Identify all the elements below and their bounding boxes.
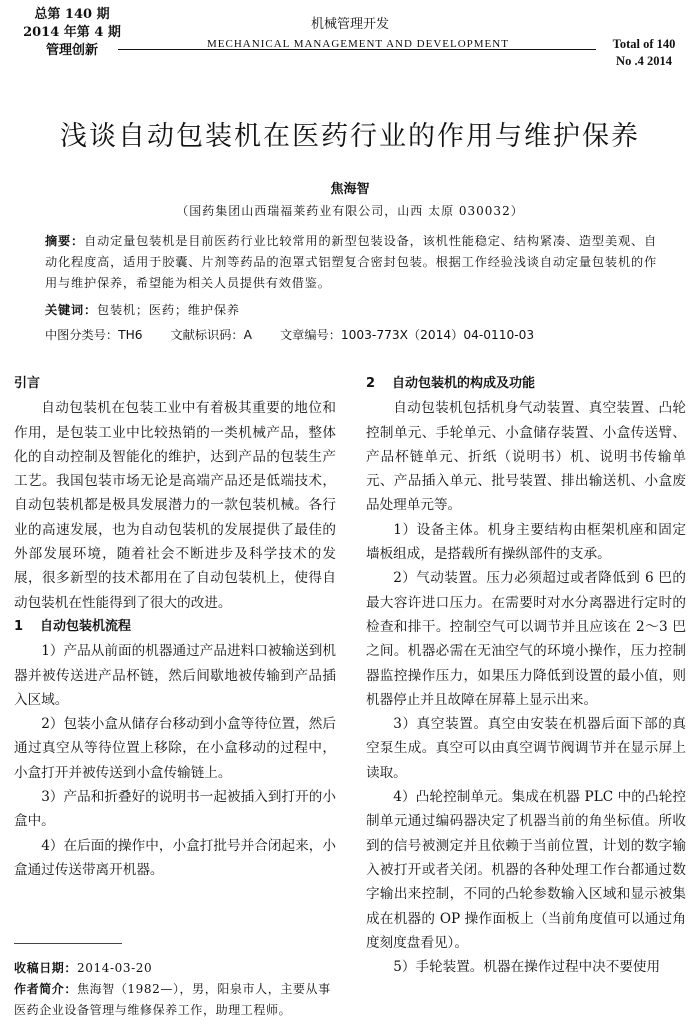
author-affiliation: （国药集团山西瑞福莱药业有限公司，山西 太原 030032） [176, 204, 524, 218]
article-title: 浅谈自动包装机在医药行业的作用与维护保养 [60, 121, 640, 152]
section-2-item-5: 5）手轮装置。机器在操作过程中决不要使用 [393, 959, 661, 976]
issue-number-en: No .4 2014 [616, 54, 672, 68]
bio-text: 焦海智（1982—），男，阳泉市人，主要从事医药企业设备管理与维修保养工作，助理工程师。 [14, 982, 331, 1017]
intro-heading: 引言 [14, 376, 41, 391]
section-1-heading [14, 615, 336, 639]
received-value: 2014-03-20 [77, 961, 153, 975]
section-1-item-4: 4）在后面的操作中，小盒打批号并合闭起来，小盒通过传送带离开机器。 [14, 837, 336, 878]
author-name: 焦海智 [330, 182, 370, 197]
document-code: 文献标识码：A [170, 328, 252, 342]
keywords-label: 关键词： [45, 303, 97, 317]
keywords-text: 包装机；医药；维护保养 [96, 303, 240, 317]
abstract-text: 自动定量包装机是目前医药行业比较常用的新型包装设备，该机性能稳定、结构紧凑、造型美观、自动化程度高，适用于胶囊、片剂等药品的泡罩式铝塑复合密封包装。根据工作经验浅谈自动定量包装机的作用与维护保养，希望能为相关人员提供有效借鉴。 [45, 234, 658, 290]
keywords [45, 301, 657, 318]
section-2-item-2: 2）气动装置。压力必须超过或者降低到 6 巴的最大容许进口压力。在需要时对水分离器进行定时的检查和排干。控制空气可以调节并且应该在 2～3 巴之间。机器必需在无油空气的环境小操作，压力控制器监控操作压力，如果压力降低到设置的最小值，则机器停止并且故障在屏幕上显示出来。 [366, 570, 686, 708]
section-1-number: 1 [14, 618, 24, 634]
right-column [366, 372, 686, 979]
section-2-item-3: 3）真空装置。真空由安装在机器后面下部的真空泵生成。真空可以由真空调节阀调节并在显示屏上读取。 [366, 716, 686, 781]
journal-name-cn: 机械管理开发 [310, 17, 389, 32]
left-column [14, 372, 336, 882]
section-2-item-4: 4）凸轮控制单元。集成在机器 PLC 中的凸轮控制单元通过编码器决定了机器当前的角坐标值。所收到的信号被测定并且依赖于当前位置，计划的数字输入被打开或者关闭。机器的各种处理工作台都通过数字输出来控制，不同的凸轮参数输入区域和显示被集成在机器的 OP 操作面板上（当前角度值可以通过角度刻度盘看见）。 [366, 789, 686, 951]
section-1-item-1: 1）产品从前面的机器通过产品进料口被输送到机器并被传送进产品杯链，然后间歇地被传输到产品插入区域。 [14, 643, 336, 708]
section-1-item-2: 2）包装小盒从储存台移动到小盒等待位置，然后通过真空从等待位置上移除，在小盒移动的过程中，小盒打开并被传送到小盒传输链上。 [14, 716, 336, 781]
column-name: 管理创新 [45, 43, 98, 58]
intro-paragraph: 自动包装机在包装工业中有着极其重要的地位和作用，是包装工业中比较热销的一类机械产品，整体化的自动控制及智能化的维护，达到产品的包装生产工艺。我国包装市场无论是高端产品还是低端技术，自动包装机都是极具发展潜力的一款包装机械。各行业的高速发展，也为自动包装机的发展提供了最佳的外部发展环境，随着社会不断进步及科学技术的发展，很多新型的技术都用在了自动包装机上，使得自动包装机在性能得到了很大的改进。 [14, 400, 336, 611]
section-2-number: 2 [366, 376, 376, 391]
bio-label: 作者简介： [14, 982, 78, 996]
footnote-rule [14, 943, 122, 944]
clc-number: 中图分类号：TH6 [45, 328, 143, 342]
classification-line [45, 326, 685, 343]
section-2-heading [366, 372, 686, 396]
journal-issue-info-en [598, 36, 690, 70]
section-1-title: 自动包装机流程 [40, 618, 132, 634]
abstract [45, 231, 657, 294]
received-date [14, 958, 336, 979]
issue-year-line: 2014 年第 4 期 [23, 25, 121, 40]
issue-total-line: 总第 140 期 [34, 7, 110, 22]
article-number: 文章编号：1003-773X（2014）04-0110-03 [279, 328, 535, 342]
section-2-intro: 自动包装机包括机身气动装置、真空装置、凸轮控制单元、手轮单元、小盒储存装置、小盒传送臂、产品杯链单元、折纸（说明书）机、说明书传输单元、产品插入单元、批号装置、排出输送机、小盒废品处理单元等。 [366, 400, 686, 514]
footnote [14, 958, 336, 1021]
abstract-label: 摘要： [45, 234, 85, 248]
header-rule [118, 49, 596, 50]
journal-name-en: MECHANICAL MANAGEMENT AND DEVELOPMENT [207, 38, 509, 50]
issue-total-en: Total of 140 [612, 37, 676, 51]
section-1-item-3: 3）产品和折叠好的说明书一起被插入到打开的小盒中。 [14, 789, 336, 830]
author-bio [14, 979, 336, 1021]
section-2-item-1: 1）设备主体。机身主要结构由框架机座和固定墙板组成，是搭载所有操纵部件的支承。 [366, 521, 686, 563]
received-label: 收稿日期： [14, 961, 78, 975]
section-2-title: 自动包装机的构成及功能 [392, 376, 536, 391]
